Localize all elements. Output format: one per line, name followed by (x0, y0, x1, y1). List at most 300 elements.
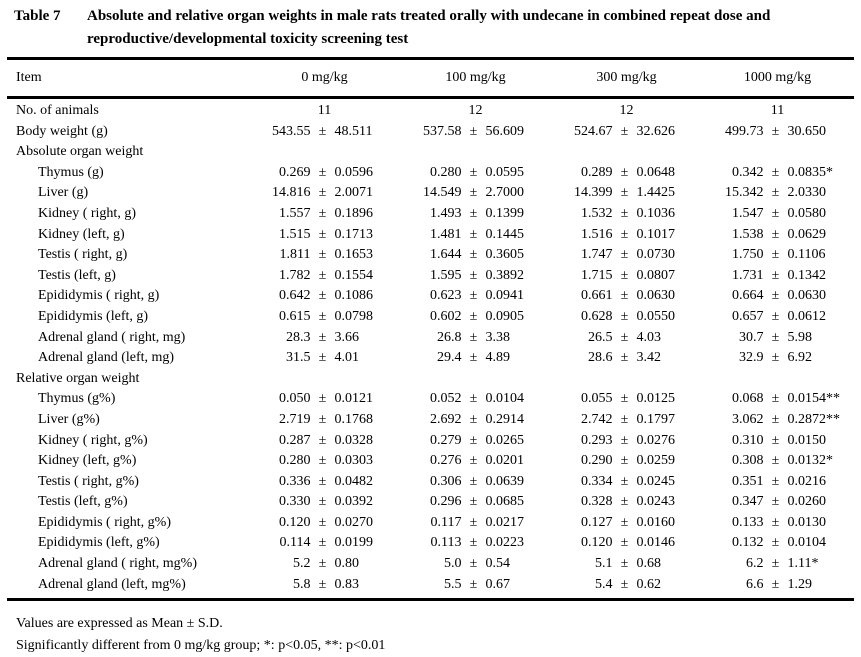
value-cell (249, 122, 400, 143)
value-cell (551, 533, 702, 554)
plus-minus-symbol: ± (620, 514, 629, 530)
section-label: Absolute organ weight (16, 144, 144, 160)
mean-value: 5.5 (444, 576, 462, 592)
value-cell (551, 575, 702, 596)
mean-value: 0.269 (279, 164, 311, 180)
mean-value: 0.661 (581, 288, 613, 304)
mean-value: 524.67 (574, 123, 613, 139)
plus-minus-symbol: ± (318, 350, 327, 366)
plus-minus-symbol: ± (469, 576, 478, 592)
sd-value: 6.92 (787, 350, 812, 366)
plus-minus-symbol: ± (620, 411, 629, 427)
mean-value: 31.5 (286, 350, 311, 366)
value-cell (400, 554, 551, 575)
mean-value: 0.287 (279, 432, 311, 448)
value-cell (400, 513, 551, 534)
mean-value: 0.133 (732, 514, 764, 530)
mean-value: 14.399 (574, 185, 613, 201)
sd-value: 0.80 (334, 556, 359, 572)
plus-minus-symbol: ± (318, 247, 327, 263)
row-label: Adrenal gland (left, mg%) (38, 576, 186, 592)
value-cell (702, 204, 853, 225)
table-row (7, 286, 854, 307)
value-cell (249, 204, 400, 225)
plus-minus-symbol: ± (620, 494, 629, 510)
plus-minus-symbol: ± (620, 556, 629, 572)
value-cell (400, 245, 551, 266)
mean-value: 28.3 (286, 329, 311, 345)
plus-minus-symbol: ± (620, 123, 629, 139)
row-label: Kidney ( right, g) (38, 205, 136, 221)
sd-value: 0.0648 (636, 164, 675, 180)
value-cell (400, 431, 551, 452)
mean-value: 1.750 (732, 247, 764, 263)
plus-minus-symbol: ± (771, 391, 780, 407)
plus-minus-symbol: ± (469, 473, 478, 489)
plus-minus-symbol: ± (469, 288, 478, 304)
plus-minus-symbol: ± (469, 391, 478, 407)
sd-value: 1.11* (787, 556, 819, 572)
plus-minus-symbol: ± (469, 514, 478, 530)
mean-value: 0.117 (430, 514, 462, 530)
sd-value: 0.1086 (334, 288, 373, 304)
mean-value: 0.330 (279, 494, 311, 510)
plus-minus-symbol: ± (771, 535, 780, 551)
table-caption: Absolute and relative organ weights in male rats treated orally with undecane in combined repeat dose and reproductive/developmental toxicity screening test (87, 8, 771, 47)
sd-value: 0.0328 (334, 432, 373, 448)
sd-value: 0.0154** (787, 391, 840, 407)
sd-value: 0.54 (485, 556, 510, 572)
plus-minus-symbol: ± (318, 473, 327, 489)
plus-minus-symbol: ± (469, 205, 478, 221)
plus-minus-symbol: ± (620, 535, 629, 551)
row-label: Testis (left, g) (38, 267, 116, 283)
plus-minus-symbol: ± (620, 329, 629, 345)
sd-value: 0.0243 (636, 494, 675, 510)
sd-value: 32.626 (636, 123, 675, 139)
table-row (7, 245, 854, 266)
value-cell: 11 (770, 103, 785, 118)
value-cell (400, 533, 551, 554)
value-cell (702, 431, 853, 452)
section-header-row (7, 142, 854, 163)
table-number: Table 7 (14, 8, 61, 24)
mean-value: 1.532 (581, 205, 613, 221)
plus-minus-symbol: ± (469, 226, 478, 242)
row-label: Epididymis (left, g%) (38, 535, 160, 551)
value-cell (702, 533, 853, 554)
sd-value: 0.0629 (787, 226, 826, 242)
sd-value: 2.0071 (334, 185, 373, 201)
value-cell (400, 472, 551, 493)
plus-minus-symbol: ± (771, 514, 780, 530)
sd-value: 0.0630 (787, 288, 826, 304)
table-row (7, 389, 854, 410)
column-header-dose-0: 0 mg/kg (301, 70, 348, 85)
mean-value: 6.6 (746, 576, 764, 592)
mean-value: 5.0 (444, 556, 462, 572)
table-row (7, 575, 854, 596)
value-cell (551, 286, 702, 307)
mean-value: 30.7 (739, 329, 764, 345)
sd-value: 0.0612 (787, 308, 826, 324)
mean-value: 0.289 (581, 164, 613, 180)
table-row (7, 122, 854, 143)
plus-minus-symbol: ± (318, 226, 327, 242)
row-label: Kidney (left, g) (38, 226, 125, 242)
plus-minus-symbol: ± (318, 535, 327, 551)
value-cell (702, 163, 853, 184)
table-row (7, 328, 854, 349)
sd-value: 0.1017 (636, 226, 675, 242)
plus-minus-symbol: ± (318, 288, 327, 304)
mean-value: 0.132 (732, 535, 764, 551)
table-row (7, 410, 854, 431)
table-row (7, 472, 854, 493)
value-cell (400, 225, 551, 246)
value-cell (249, 533, 400, 554)
plus-minus-symbol: ± (318, 267, 327, 283)
plus-minus-symbol: ± (318, 205, 327, 221)
value-cell (249, 307, 400, 328)
table-row (7, 183, 854, 204)
section-header-row (7, 369, 854, 390)
mean-value: 1.731 (732, 267, 764, 283)
mean-value: 32.9 (739, 350, 764, 366)
row-label: Body weight (g) (16, 123, 108, 139)
plus-minus-symbol: ± (469, 308, 478, 324)
mean-value: 1.515 (279, 226, 311, 242)
plus-minus-symbol: ± (620, 350, 629, 366)
sd-value: 0.0245 (636, 473, 675, 489)
sd-value: 0.3605 (485, 247, 524, 263)
row-label: Kidney ( right, g%) (38, 432, 148, 448)
plus-minus-symbol: ± (318, 391, 327, 407)
plus-minus-symbol: ± (620, 308, 629, 324)
value-cell (551, 183, 702, 204)
mean-value: 1.782 (279, 267, 311, 283)
plus-minus-symbol: ± (318, 514, 327, 530)
value-cell (702, 575, 853, 596)
sd-value: 0.0798 (334, 308, 373, 324)
table-row (7, 204, 854, 225)
value-cell: 12 (468, 103, 483, 118)
mean-value: 0.308 (732, 453, 764, 469)
value-cell (551, 245, 702, 266)
plus-minus-symbol: ± (469, 267, 478, 283)
sd-value: 0.0630 (636, 288, 675, 304)
row-label: Thymus (g) (38, 164, 104, 180)
sd-value: 4.03 (636, 329, 661, 345)
sd-value: 0.62 (636, 576, 661, 592)
value-cell (249, 431, 400, 452)
sd-value: 0.0259 (636, 453, 675, 469)
value-cell (400, 328, 551, 349)
sd-value: 4.01 (334, 350, 359, 366)
sd-value: 56.609 (485, 123, 524, 139)
column-header-dose-100: 100 mg/kg (445, 70, 506, 85)
table-header-row (7, 60, 854, 96)
mean-value: 3.062 (732, 411, 764, 427)
sd-value: 0.1768 (334, 411, 373, 427)
mean-value: 1.557 (279, 205, 311, 221)
mean-value: 0.293 (581, 432, 613, 448)
sd-value: 0.0160 (636, 514, 675, 530)
sd-value: 0.0276 (636, 432, 675, 448)
column-header-dose-1000: 1000 mg/kg (743, 70, 812, 85)
mean-value: 0.623 (430, 288, 462, 304)
mean-value: 1.747 (581, 247, 613, 263)
table-row (7, 554, 854, 575)
table-title (7, 5, 854, 51)
sd-value: 0.0835* (787, 164, 833, 180)
sd-value: 0.1653 (334, 247, 373, 263)
sd-value: 0.1399 (485, 205, 524, 221)
sd-value: 0.0270 (334, 514, 373, 530)
value-cell (400, 307, 551, 328)
value-cell (400, 389, 551, 410)
row-label: No. of animals (16, 103, 99, 118)
value-cell (551, 307, 702, 328)
mean-value: 1.516 (581, 226, 613, 242)
plus-minus-symbol: ± (771, 288, 780, 304)
value-cell (400, 286, 551, 307)
plus-minus-symbol: ± (771, 205, 780, 221)
sd-value: 3.66 (334, 329, 359, 345)
mean-value: 0.642 (279, 288, 311, 304)
row-label: Kidney (left, g%) (38, 453, 137, 469)
value-cell (702, 122, 853, 143)
mean-value: 14.816 (272, 185, 311, 201)
column-header-item: Item (16, 70, 42, 85)
table-row (7, 348, 854, 369)
value-cell (702, 472, 853, 493)
value-cell (551, 554, 702, 575)
footnotes (7, 613, 854, 657)
sd-value: 1.4425 (636, 185, 675, 201)
sd-value: 0.1036 (636, 205, 675, 221)
plus-minus-symbol: ± (771, 123, 780, 139)
plus-minus-symbol: ± (771, 494, 780, 510)
value-cell (551, 492, 702, 513)
value-cell (249, 225, 400, 246)
sd-value: 2.0330 (787, 185, 826, 201)
value-cell (551, 513, 702, 534)
sd-value: 0.1713 (334, 226, 373, 242)
value-cell (551, 431, 702, 452)
mean-value: 28.6 (588, 350, 613, 366)
plus-minus-symbol: ± (469, 556, 478, 572)
mean-value: 0.120 (279, 514, 311, 530)
value-cell (702, 225, 853, 246)
mean-value: 0.114 (279, 535, 311, 551)
plus-minus-symbol: ± (620, 164, 629, 180)
plus-minus-symbol: ± (318, 411, 327, 427)
row-label: Adrenal gland (left, mg) (38, 350, 175, 366)
mean-value: 5.2 (293, 556, 311, 572)
value-cell (551, 410, 702, 431)
plus-minus-symbol: ± (469, 535, 478, 551)
mean-value: 6.2 (746, 556, 764, 572)
sd-value: 0.0150 (787, 432, 826, 448)
value-cell (400, 451, 551, 472)
table-body (7, 99, 854, 598)
plus-minus-symbol: ± (620, 205, 629, 221)
value-cell (249, 513, 400, 534)
value-cell (400, 348, 551, 369)
row-label: Testis (left, g%) (38, 494, 128, 510)
value-cell (551, 204, 702, 225)
sd-value: 0.1342 (787, 267, 826, 283)
mean-value: 1.595 (430, 267, 462, 283)
table-row (7, 266, 854, 287)
mean-value: 0.628 (581, 308, 613, 324)
plus-minus-symbol: ± (469, 494, 478, 510)
sd-value: 0.2872** (787, 411, 840, 427)
plus-minus-symbol: ± (771, 185, 780, 201)
plus-minus-symbol: ± (620, 432, 629, 448)
row-label: Liver (g%) (38, 411, 100, 427)
value-cell (702, 492, 853, 513)
mean-value: 0.052 (430, 391, 462, 407)
value-cell (551, 328, 702, 349)
value-cell (249, 266, 400, 287)
row-label: Epididymis (left, g) (38, 308, 149, 324)
mean-value: 1.644 (430, 247, 462, 263)
table-row (7, 513, 854, 534)
plus-minus-symbol: ± (469, 185, 478, 201)
sd-value: 0.0217 (485, 514, 524, 530)
value-cell (400, 204, 551, 225)
mean-value: 1.547 (732, 205, 764, 221)
sd-value: 2.7000 (485, 185, 524, 201)
value-cell (400, 183, 551, 204)
mean-value: 14.549 (423, 185, 462, 201)
value-cell (551, 225, 702, 246)
sd-value: 0.0392 (334, 494, 373, 510)
value-cell (249, 348, 400, 369)
mean-value: 0.280 (430, 164, 462, 180)
mean-value: 2.742 (581, 411, 613, 427)
plus-minus-symbol: ± (620, 288, 629, 304)
plus-minus-symbol: ± (771, 226, 780, 242)
sd-value: 0.0807 (636, 267, 675, 283)
mean-value: 0.351 (732, 473, 764, 489)
row-label: Adrenal gland ( right, mg%) (38, 556, 198, 572)
plus-minus-symbol: ± (318, 185, 327, 201)
mean-value: 0.328 (581, 494, 613, 510)
value-cell (702, 307, 853, 328)
sd-value: 0.2914 (485, 411, 524, 427)
value-cell (702, 513, 853, 534)
value-cell (702, 286, 853, 307)
mean-value: 0.280 (279, 453, 311, 469)
plus-minus-symbol: ± (620, 391, 629, 407)
mean-value: 26.5 (588, 329, 613, 345)
value-cell (249, 328, 400, 349)
value-cell (249, 183, 400, 204)
mean-value: 0.296 (430, 494, 462, 510)
sd-value: 1.29 (787, 576, 812, 592)
mean-value: 0.290 (581, 453, 613, 469)
table-row (7, 431, 854, 452)
mean-value: 0.342 (732, 164, 764, 180)
value-cell (249, 286, 400, 307)
plus-minus-symbol: ± (469, 123, 478, 139)
sd-value: 0.1106 (787, 247, 826, 263)
plus-minus-symbol: ± (771, 556, 780, 572)
value-cell (249, 492, 400, 513)
row-label: Testis ( right, g) (38, 247, 128, 263)
plus-minus-symbol: ± (318, 329, 327, 345)
mean-value: 1.715 (581, 267, 613, 283)
plus-minus-symbol: ± (771, 411, 780, 427)
footnote-mean-sd: Values are expressed as Mean ± S.D. (16, 616, 223, 632)
sd-value: 0.0905 (485, 308, 524, 324)
sd-value: 0.0104 (787, 535, 826, 551)
mean-value: 26.8 (437, 329, 462, 345)
value-cell (400, 266, 551, 287)
value-cell (249, 472, 400, 493)
sd-value: 0.0265 (485, 432, 524, 448)
row-label: Thymus (g%) (38, 391, 116, 407)
value-cell (702, 266, 853, 287)
sd-value: 3.42 (636, 350, 661, 366)
bottom-rule (7, 598, 854, 601)
mean-value: 543.55 (272, 123, 311, 139)
plus-minus-symbol: ± (469, 411, 478, 427)
value-cell: 12 (619, 103, 634, 118)
sd-value: 0.1797 (636, 411, 675, 427)
plus-minus-symbol: ± (771, 432, 780, 448)
sd-value: 0.0132* (787, 453, 833, 469)
value-cell (551, 451, 702, 472)
mean-value: 29.4 (437, 350, 462, 366)
plus-minus-symbol: ± (620, 453, 629, 469)
mean-value: 1.538 (732, 226, 764, 242)
plus-minus-symbol: ± (620, 226, 629, 242)
plus-minus-symbol: ± (771, 164, 780, 180)
value-cell (400, 575, 551, 596)
sd-value: 3.38 (485, 329, 510, 345)
sd-value: 0.83 (334, 576, 359, 592)
row-label: Epididymis ( right, g%) (38, 514, 171, 530)
sd-value: 0.0260 (787, 494, 826, 510)
value-cell (249, 451, 400, 472)
mean-value: 0.615 (279, 308, 311, 324)
mean-value: 1.811 (279, 247, 311, 263)
sd-value: 0.0121 (334, 391, 373, 407)
value-cell (702, 554, 853, 575)
row-label: Epididymis ( right, g) (38, 288, 160, 304)
value-cell (249, 575, 400, 596)
plus-minus-symbol: ± (469, 164, 478, 180)
sd-value: 0.0639 (485, 473, 524, 489)
sd-value: 0.0146 (636, 535, 675, 551)
mean-value: 0.279 (430, 432, 462, 448)
row-label: Adrenal gland ( right, mg) (38, 329, 186, 345)
mean-value: 1.493 (430, 205, 462, 221)
plus-minus-symbol: ± (318, 453, 327, 469)
value-cell (702, 328, 853, 349)
mean-value: 2.719 (279, 411, 311, 427)
sd-value: 0.0130 (787, 514, 826, 530)
mean-value: 0.657 (732, 308, 764, 324)
sd-value: 5.98 (787, 329, 812, 345)
plus-minus-symbol: ± (318, 308, 327, 324)
footnote-significance: Significantly different from 0 mg/kg group; *: p<0.05, **: p<0.01 (16, 638, 386, 654)
value-cell (249, 554, 400, 575)
